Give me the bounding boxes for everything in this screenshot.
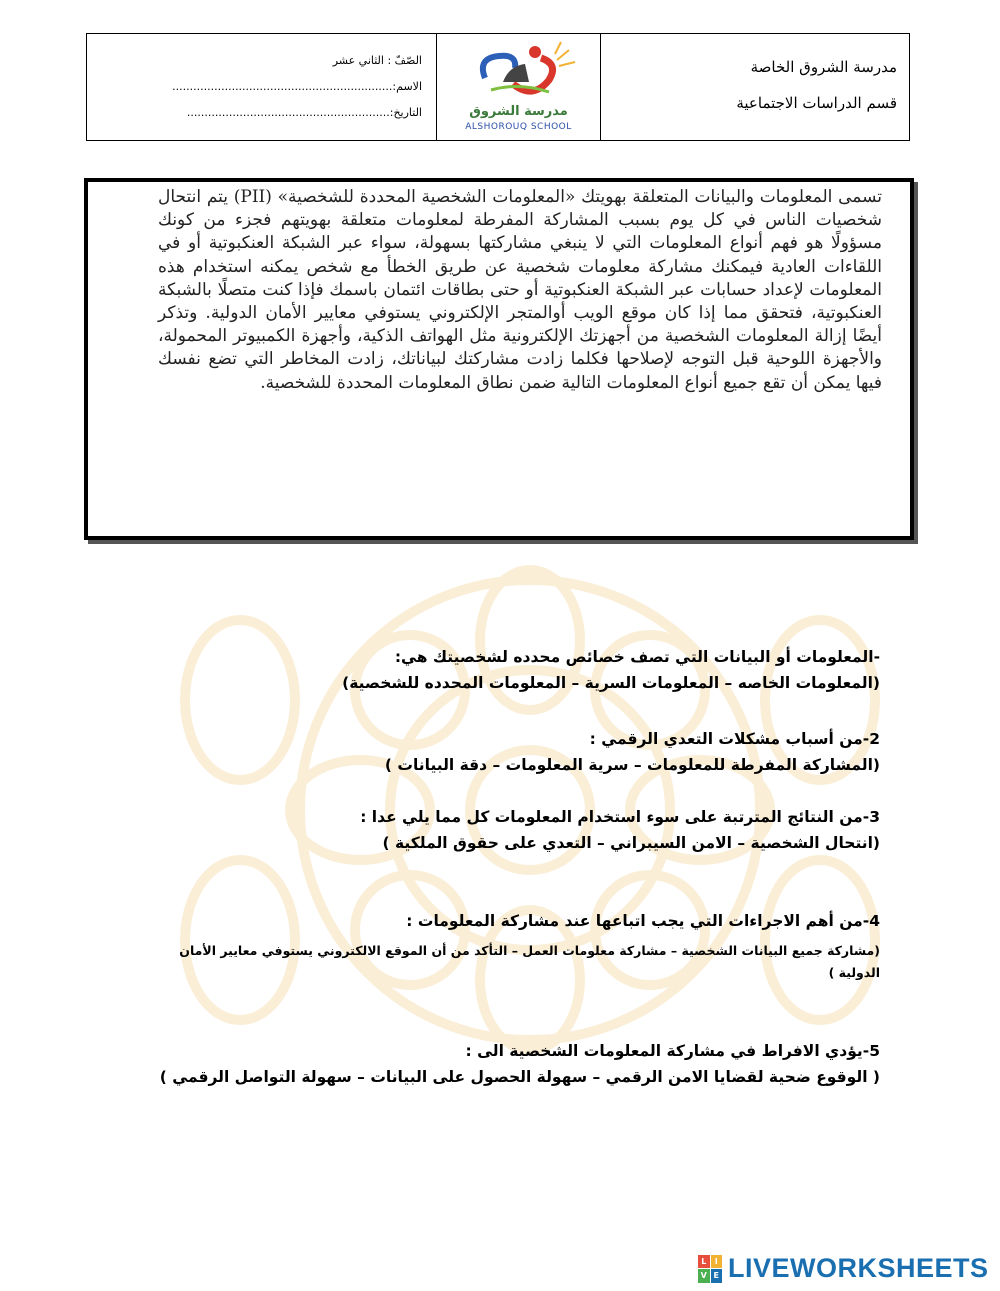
school-name: مدرسة الشروق الخاصة: [750, 58, 897, 76]
question-5: 5-يؤدي الافراط في مشاركة المعلومات الشخصية الى :: [465, 1042, 880, 1060]
liveworksheets-logo-icon: [698, 1255, 722, 1283]
liveworksheets-text: LIVEWORKSHEETS: [728, 1253, 989, 1283]
icon-letter: L: [698, 1255, 710, 1269]
name-label: الاسم:: [392, 80, 422, 93]
question-1: -المعلومات أو البيانات التي تصف خصائص محدده لشخصيتك هي:: [394, 648, 880, 666]
question-5-options[interactable]: ( الوقوع ضحية لقضايا الامن الرقمي – سهولة الحصول على البيانات – سهولة التواصل الرقمي ): [159, 1068, 880, 1086]
department-name: قسم الدراسات الاجتماعية: [736, 94, 897, 112]
date-dots: ..........................................................: [186, 106, 390, 119]
header-box: [86, 33, 910, 141]
question-3-options[interactable]: (انتحال الشخصية – الامن السيبراني – التعدي على حقوق الملكية ): [382, 834, 880, 852]
icon-letter: V: [698, 1269, 710, 1283]
school-info-cell: [601, 34, 909, 140]
logo-emblem-icon: [437, 38, 601, 108]
logo-arabic-text: مدرسة الشروق: [469, 104, 568, 119]
passage-text: تسمى المعلومات والبيانات المتعلقة بهويتك «المعلومات الشخصية المحددة للشخصية» (PII) يتم انتحال شخصيات الناس في كل يوم بسبب المشاركة المفرطة لمعلومات متعلقة بهويتهم فجزء من كونك مسؤولًا هو فهم أنواع المعلومات التي لا ينبغي مشاركتها بسهولة، سواء عبر الشبكة العنكبوتية أو في اللقاءات العادية فيمكنك مشاركة معلومات شخصية عن طريق الخطأ مع شخص يمكنه استخدام هذه المعلومات لإعداد حسابات عبر الشبكة العنكبوتية أو حتى بطاقات ائتمان باسمك فإذا كنت متصلًا بالشبكة العنكبوتية، فتحقق مما إذا كان موقع الويب أوالمتجر الإلكتروني يستوفي معايير الأمان الدولية. وتذكر أيضًا إزالة المعلومات الشخصية من أجهزتك الإلكترونية مثل الهواتف الذكية، وأجهزة الكمبيوتر المحمولة، والأجهزة اللوحية قبل التوجه لإصلاحها فكلما زادت مشاركتك لبياناتك، زادت المخاطر التي تضع نفسك فيها يمكن أن تقع جميع أنواع المعلومات التالية ضمن نطاق المعلومات المحددة للشخصية.: [158, 187, 882, 393]
question-1-options[interactable]: (المعلومات الخاصه – المعلومات السرية – المعلومات المحدده للشخصية): [342, 674, 880, 692]
school-logo: [437, 34, 601, 140]
question-2: 2-من أسباب مشكلات التعدي الرقمي :: [589, 730, 880, 748]
grade-label: الصّفّ : الثاني عشر: [332, 54, 422, 67]
name-dots: ...............................................................: [172, 80, 393, 93]
logo-english-text: ALSHOROUQ SCHOOL: [465, 122, 572, 132]
question-4: 4-من أهم الاجراءات التي يجب اتباعها عند مشاركة المعلومات :: [406, 912, 880, 930]
question-4-options[interactable]: (مشاركة جميع البيانات الشخصية – مشاركة معلومات العمل – التأكد من أن الموقع الالكتروني يستوفي معايير الأمان الدولية ): [179, 943, 880, 980]
question-2-options[interactable]: (المشاركة المفرطة للمعلومات – سرية المعلومات – دقة البيانات ): [384, 756, 880, 774]
student-info-cell: [87, 34, 437, 140]
icon-letter: I: [711, 1255, 723, 1269]
name-field[interactable]: [172, 80, 422, 93]
icon-letter: E: [711, 1269, 723, 1283]
reading-passage-box: [84, 178, 914, 540]
date-label: التاريخ:: [389, 106, 422, 119]
liveworksheets-brand[interactable]: [698, 1253, 989, 1284]
date-field[interactable]: [187, 106, 422, 119]
question-3: 3-من النتائج المترتبة على سوء استخدام المعلومات كل مما يلي عدا :: [360, 808, 880, 826]
